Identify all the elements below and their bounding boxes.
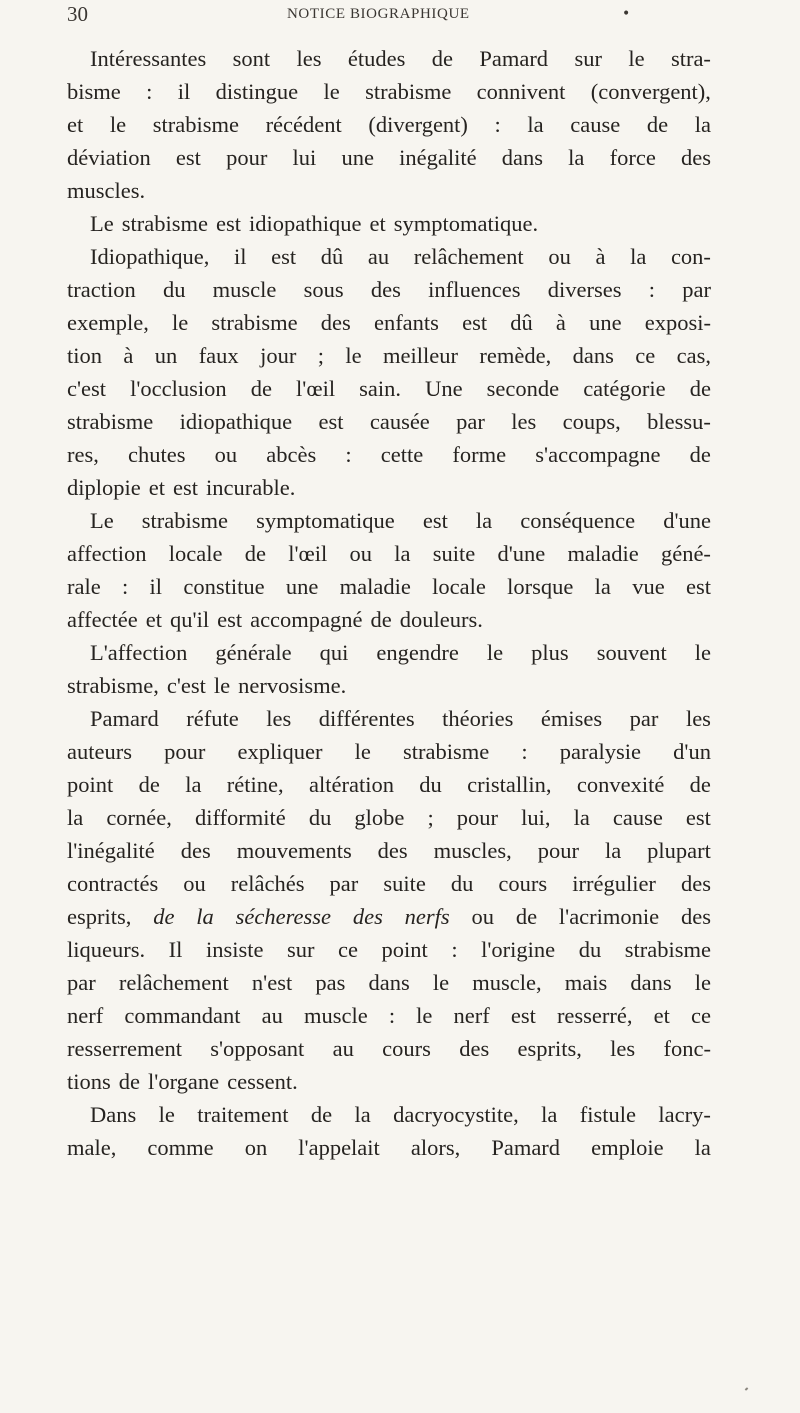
text-line: tions de l'organe cessent. — [67, 1069, 298, 1094]
text-line: L'affection générale qui engendre le plus souvent le — [90, 640, 711, 665]
text-line: affectée et qu'il est accompagné de douleurs. — [67, 607, 483, 632]
text-line: esprits, de la sécheresse des nerfs ou de l'acrimonie des — [67, 904, 711, 929]
text-line: Le strabisme symptomatique est la conséquence d'une — [90, 508, 711, 533]
text-line: Pamard réfute les différentes théories émises par les — [90, 706, 711, 731]
ink-mark — [745, 1387, 749, 1390]
text-line: nerf commandant au muscle : le nerf est resserré, et ce — [67, 1003, 711, 1028]
body-text — [67, 42, 711, 1164]
text-line: par relâchement n'est pas dans le muscle, mais dans le — [67, 970, 711, 995]
text-line: auteurs pour expliquer le strabisme : paralysie d'un — [67, 739, 711, 764]
text-line: rale : il constitue une maladie locale lorsque la vue est — [67, 574, 711, 599]
text-line: contractés ou relâchés par suite du cours irrégulier des — [67, 871, 711, 896]
text-line: Dans le traitement de la dacryocystite, la fistule lacry- — [90, 1102, 711, 1127]
text-line: la cornée, difformité du globe ; pour lui, la cause est — [67, 805, 711, 830]
text-line: tion à un faux jour ; le meilleur remède, dans ce cas, — [67, 343, 711, 368]
text-line: diplopie et est incurable. — [67, 475, 296, 500]
text-line: liqueurs. Il insiste sur ce point : l'origine du strabisme — [67, 937, 711, 962]
running-title: NOTICE BIOGRAPHIQUE — [287, 6, 470, 22]
text-line: res, chutes ou abcès : cette forme s'accompagne de — [67, 442, 711, 467]
text-line: bisme : il distingue le strabisme connivent (convergent), — [67, 79, 711, 104]
text-line: resserrement s'opposant au cours des esprits, les fonc- — [67, 1036, 711, 1061]
text-line: c'est l'occlusion de l'œil sain. Une seconde catégorie de — [67, 376, 711, 401]
text-line: l'inégalité des mouvements des muscles, pour la plupart — [67, 838, 711, 863]
text-line: muscles. — [67, 178, 146, 203]
text-line: Intéressantes sont les études de Pamard sur le stra- — [90, 46, 711, 71]
text-line: affection locale de l'œil ou la suite d'une maladie géné- — [67, 541, 711, 566]
text-line: Idiopathique, il est dû au relâchement ou à la con- — [90, 244, 711, 269]
text-line: strabisme, c'est le nervosisme. — [67, 673, 347, 698]
text-line: exemple, le strabisme des enfants est dû à une exposi- — [67, 310, 711, 335]
text-line: strabisme idiopathique est causée par les coups, blessu- — [67, 409, 711, 434]
page-header — [67, 2, 707, 32]
text-line: et le strabisme récédent (divergent) : la cause de la — [67, 112, 711, 137]
header-dot: • — [622, 6, 631, 22]
text-line: traction du muscle sous des influences diverses : par — [67, 277, 711, 302]
text-line: point de la rétine, altération du cristallin, convexité de — [67, 772, 711, 797]
text-line: male, comme on l'appelait alors, Pamard emploie la — [67, 1135, 711, 1160]
text-line: Le strabisme est idiopathique et symptomatique. — [90, 211, 539, 236]
text-line: déviation est pour lui une inégalité dans la force des — [67, 145, 711, 170]
page-number: 30 — [67, 2, 88, 26]
